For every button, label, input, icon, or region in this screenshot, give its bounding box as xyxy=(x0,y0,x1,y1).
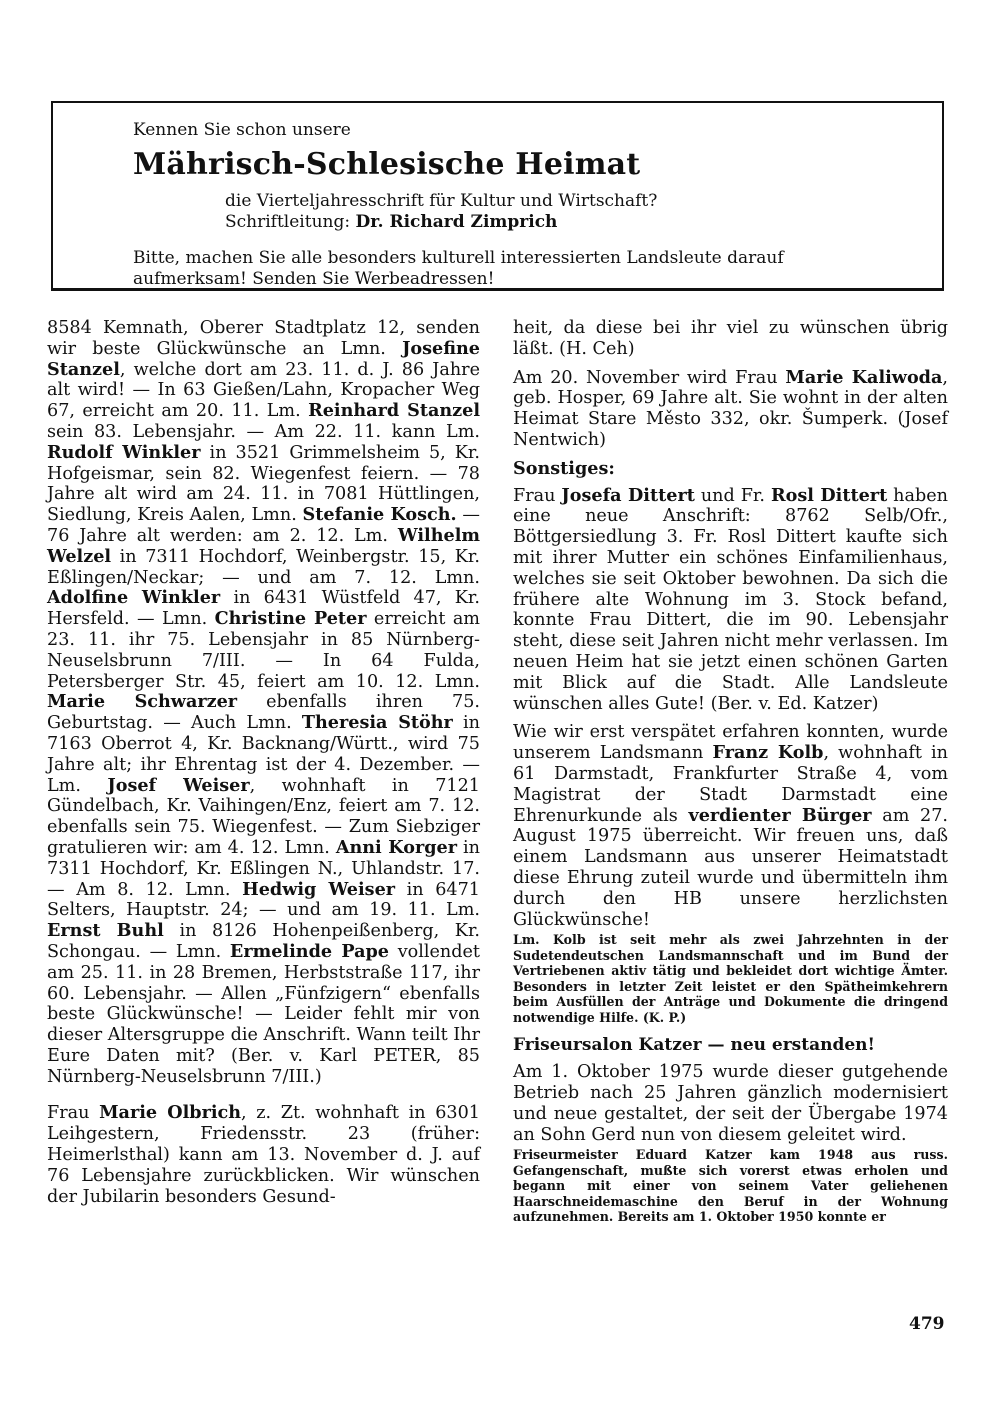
kaliwoda-paragraph xyxy=(513,368,948,451)
text-run: in 6471 Selters, Hauptstr. 24; — und am 19. 11. Lm. xyxy=(47,879,480,921)
section-heading-salon: Friseursalon Katzer — neu erstanden! xyxy=(513,1035,876,1056)
text-run: sein 83. Lebensjahr. — Am 22. 11. kann Lm. xyxy=(47,421,480,442)
left-column xyxy=(47,318,480,1215)
text-run: Wie wir erst verspätet erfahren konnten, wurde unserem Landsmann xyxy=(513,722,948,764)
text-run: und Fr. xyxy=(694,485,771,506)
person-name: Franz Kolb xyxy=(712,742,824,764)
text-run: in 3521 Grimmelsheim 5, Kr. Hofgeismar, sein 82. Wiegenfest feiern. — 78 Jahre alt wird am 24. 11. in 7081 Hüttlingen, Siedlung, Kreis Aalen, Lmn. xyxy=(47,442,480,526)
person-name: Rosl Dittert xyxy=(770,484,888,506)
text-run: Frau xyxy=(47,1103,100,1124)
ad-body-line1: Bitte, machen Sie alle besonders kulturell interessierten Landsleute darauf xyxy=(133,248,784,268)
person-name: Josef Weiser xyxy=(107,774,250,796)
text-run: , wohnhaft in 7121 Gündelbach, Kr. Vaihingen/Enz, feiert am 7. 12. ebenfalls sein 75. Wiegenfest. — Zum Siebziger gratulieren wir: am 4. 12. Lmn. xyxy=(47,775,480,858)
text-run: erreicht am 23. 11. ihr 75. Lebensjahr in 85 Nürnberg-Neuselsbrunn 7/III. — In 64 Fulda, Petersberger Str. 45, feiert am 10. 12. Lmn. xyxy=(47,609,480,692)
olbrich-paragraph xyxy=(47,1103,480,1207)
person-name: Marie Schwarzer xyxy=(47,691,238,713)
person-name: Wilhelm Welzel xyxy=(47,524,480,567)
ad-subtitle-line2 xyxy=(225,212,557,232)
advertisement-box xyxy=(51,101,944,291)
ad-editor-label: Schriftleitung: xyxy=(225,212,356,232)
text-run: ebenfalls ihren 75. Geburtstag. — Auch Lmn. xyxy=(47,692,480,734)
page-number: 479 xyxy=(909,1314,945,1334)
right-column xyxy=(513,318,948,1235)
text-run: am 27. August 1975 überreicht. Wir freuen uns, daß einem Landsmann aus unserer Heimatstadt diese Ehrung zuteil wurde und übermitteln ihm durch den HB unsere herzlichsten Glückwünsche! xyxy=(513,805,948,930)
text-run: 8584 Kemnath, Oberer Stadtplatz 12, senden wir beste Glückwünsche an Lmn. xyxy=(47,318,480,359)
kolb-note: Lm. Kolb ist seit mehr als zwei Jahrzehnten in der Sudetendeutschen Landsmannschaft und im Bund der Vertriebenen aktiv tätig und bekleidet dort wichtige Ämter. Besonders in letzter Zeit leistet er den Spätheimkehrern beim Ausfüllen der Anträge und Dokumente die dringend notwendige Hilfe. (K. P.) xyxy=(513,932,948,1025)
text-run: , welche dort am 23. 11. d. J. 86 Jahre alt wird! — In 63 Gießen/Lahn, Kropacher Weg 67, erreicht am 20. 11. Lm. xyxy=(47,359,480,422)
text-run: , wohnhaft in 61 Darmstadt, Frankfurter Straße 4, vom Magistrat der Stadt Darmstadt eine Ehrenurkunde als xyxy=(513,743,948,826)
section-heading-misc: Sonstiges: xyxy=(513,457,615,479)
person-name: Hedwig Weiser xyxy=(242,878,396,900)
text-run: , z. Zt. wohnhaft in 6301 Leihgestern, Friedensstr. 23 (früher: Heimerlsthal) kann am 13. November d. J. auf 76 Lebensjahre zurückblicken. Wir wünschen der Jubilarin besonders Gesund- xyxy=(47,1103,481,1207)
text-run: Am 1. Oktober 1975 wurde dieser gutgehende Betrieb nach 25 Jahren gänzlich modernisiert und neue gestaltet, der seit der Übergabe 1974 an Sohn Gerd nun von diesem geleitet wird. xyxy=(513,1062,948,1145)
person-name: Theresia Stöhr xyxy=(301,712,453,734)
continuation-paragraph xyxy=(513,318,948,360)
ad-subtitle-line1: die Vierteljahresschrift für Kultur und Wirtschaft? xyxy=(225,191,658,211)
person-name: Josefine Stanzel xyxy=(47,337,480,380)
text-run: in 7311 Hochdorf, Weinbergstr. 15, Kr. Eßlingen/Neckar; — und am 7. 12. Lmn. xyxy=(47,546,480,588)
person-name: Stefanie Kosch. xyxy=(302,504,457,526)
text-run: vollendet am 25. 11. in 28 Bremen, Herbststraße 117, ihr 60. Lebensjahr. — Allen „Fünfzigern“ ebenfalls beste Glückwünsche! — Leider fehlt mir von dieser Altersgruppe die Anschrift. Wann teilt Ihr Eure Daten mit? (Ber. v. Karl PETER, 85 Nürnberg-Neuselsbrunn 7/III.) xyxy=(47,941,480,1087)
person-name: Ermelinde Pape xyxy=(229,940,389,962)
text-run: in 6431 Wüstfeld 47, Kr. Hersfeld. — Lmn. xyxy=(47,588,480,630)
salon-paragraph xyxy=(513,1062,948,1145)
person-name: Christine Peter xyxy=(214,608,367,630)
ad-intro-text: Kennen Sie schon unsere xyxy=(133,120,351,140)
person-name: Adolfine Winkler xyxy=(47,587,221,609)
kolb-paragraph xyxy=(513,722,948,930)
dittert-paragraph xyxy=(513,486,948,715)
person-name: Josefa Dittert xyxy=(561,484,695,506)
text-run: in 7311 Hochdorf, Kr. Eßlingen N., Uhlandstr. 17. — Am 8. 12. Lmn. xyxy=(47,837,480,900)
salon-note: Friseurmeister Eduard Katzer kam 1948 aus russ. Gefangenschaft, mußte sich vorerst etwas erholen und begann mit einer von seinem Vater geliehenen Haarschneidemaschine den Beruf in der Wohnung aufzunehmen. Bereits am 1. Oktober 1950 konnte er xyxy=(513,1147,948,1225)
ad-title: Mährisch-Schlesische Heimat xyxy=(133,147,641,182)
text-run: in 8126 Hohenpeißenberg, Kr. Schongau. — Lmn. xyxy=(47,921,481,962)
person-name: Marie Olbrich xyxy=(99,1102,242,1124)
birthday-list-paragraph xyxy=(47,318,480,1087)
text-run: heit, da diese bei ihr viel zu wünschen übrig läßt. (H. Ceh) xyxy=(513,318,948,359)
ad-body-line2: aufmerksam! Senden Sie Werbeadressen! xyxy=(133,269,495,289)
text-run: in 7163 Oberrot 4, Kr. Backnang/Württ., wird 75 Jahre alt; ihr Ehrentag ist der 4. Dezember. — Lm. xyxy=(47,713,480,796)
text-run: haben eine neue Anschrift: 8762 Selb/Ofr., Böttgersiedlung 3. Fr. Rosl Dittert kaufte sich mit ihrer Mutter ein schönes Einfamilienhaus, welches sie seit Oktober bewohnen. Da sich die frühere alte Wohnung im 3. Stock befand, konnte Frau Dittert, die im 90. Lebensjahr steht, diese seit Jahren nicht mehr verlassen. Im neuen Heim hat sie jetzt einen schönen Garten mit Blick auf die Stadt. Alle Landsleute wünschen alles Gute! (Ber. v. Ed. Katzer) xyxy=(513,485,949,714)
text-run: Am 20. November wird Frau xyxy=(513,367,786,388)
text-run: , geb. Hosper, 69 Jahre alt. Sie wohnt in der alten Heimat Stare Město 332, okr. Šumperk. (Josef Nentwich) xyxy=(513,367,948,450)
ad-editor-name: Dr. Richard Zimprich xyxy=(355,212,558,232)
person-name: Reinhard Stanzel xyxy=(308,400,481,422)
person-name: Rudolf Winkler xyxy=(47,441,201,463)
person-name: Marie Kaliwoda xyxy=(785,366,943,388)
person-name: Ernst Buhl xyxy=(47,920,164,942)
person-name: Anni Korger xyxy=(335,836,457,858)
text-run: — 76 Jahre alt werden: am 2. 12. Lm. xyxy=(47,505,481,546)
text-run: Frau xyxy=(513,485,562,506)
person-name: verdienter Bürger xyxy=(688,804,872,826)
